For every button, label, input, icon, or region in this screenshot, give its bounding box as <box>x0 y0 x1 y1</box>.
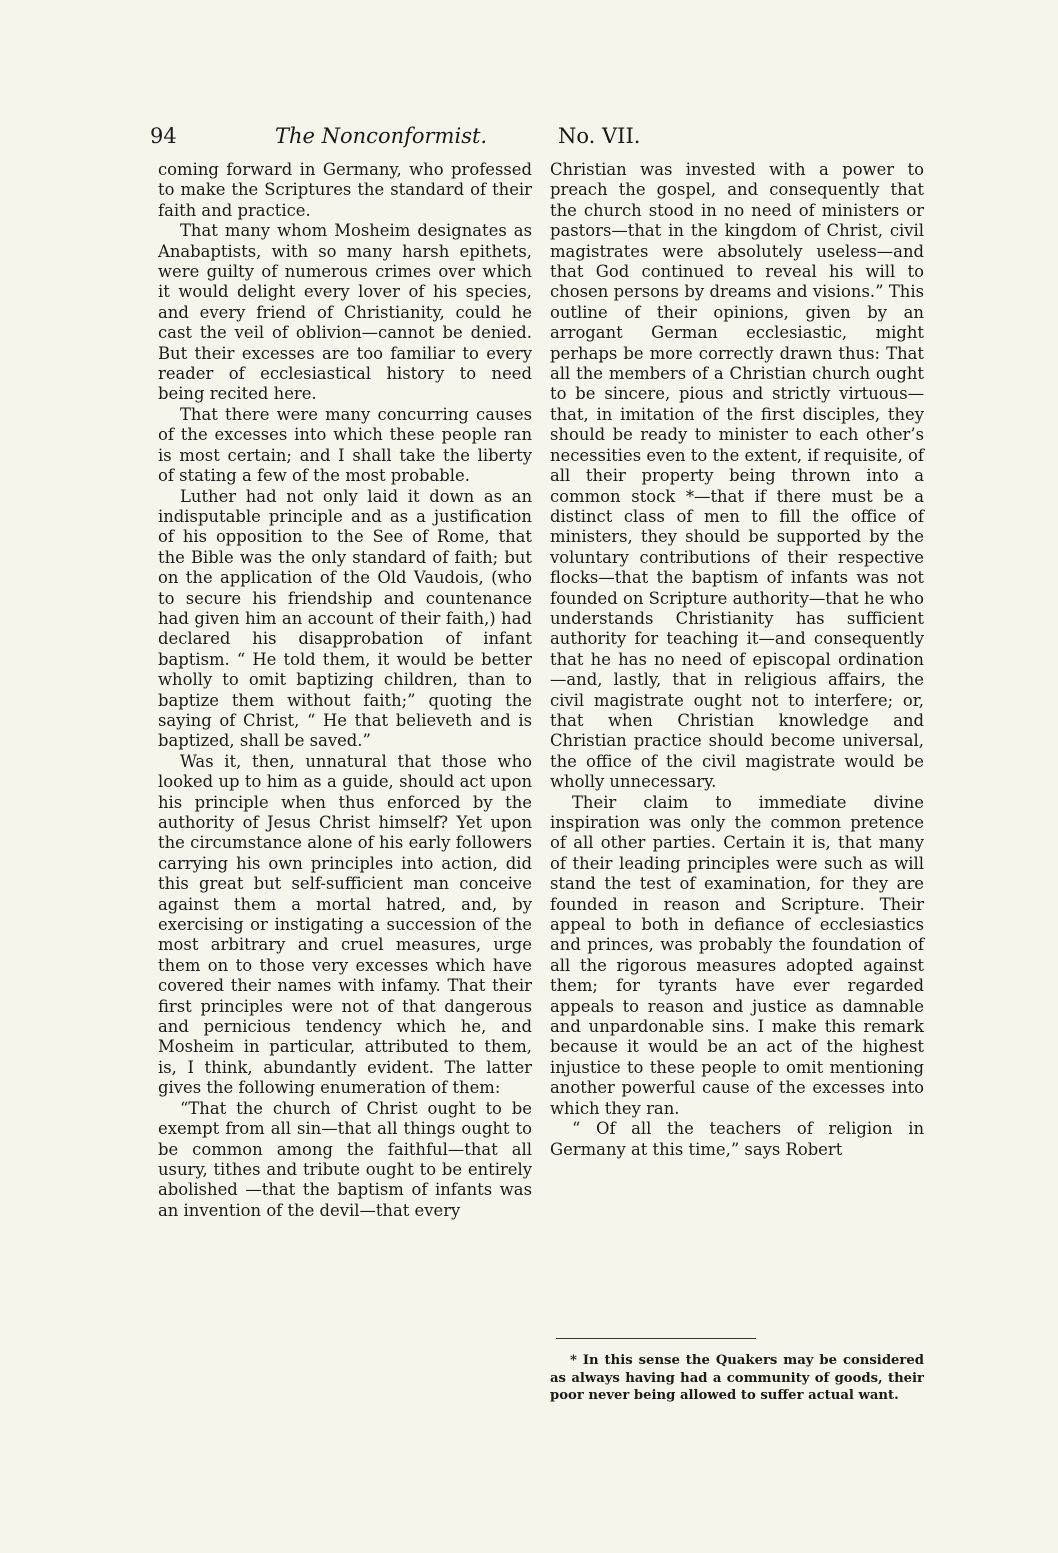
paragraph: “ Of all the teachers of religion in Germany at this time,” says Robert <box>550 1119 924 1159</box>
paragraph: That many whom Mosheim designates as Anabaptists, with so many harsh epithets, were guilty of numerous crimes over which it would delight every lover of his species, and every friend of Christianity, could he cast the veil of oblivion—cannot be denied. But their excesses are too familiar to every reader of ecclesiastical history to need being recited here. <box>158 221 532 404</box>
issue-number: No. VII. <box>558 124 641 148</box>
footnote-rule <box>556 1338 756 1339</box>
right-column <box>550 160 924 1160</box>
paragraph: Was it, then, unnatural that those who looked up to him as a guide, should act upon his principle when thus enforced by the authority of Jesus Christ himself? Yet upon the circumstance alone of his early followers carrying his own principles into action, did this great but self-sufficient man conceive against them a mortal hatred, and, by exercising or instigating a succession of the most arbitrary and cruel measures, urge them on to those very excesses which have covered their names with infamy. That their first principles were not of that dangerous and pernicious tendency which he, and Mosheim in particular, attributed to them, is, I think, abundantly evident. The latter gives the following enumeration of them: <box>158 751 532 1098</box>
paragraph: Luther had not only laid it down as an indisputable principle and as a justification of his opposition to the See of Rome, that the Bible was the only standard of faith; but on the application of the Old Vaudois, (who to secure his friendship and countenance had given him an account of their faith,) had declared his disapprobation of infant baptism. “ He told them, it would be better wholly to omit baptizing children, than to baptize them without faith;” quoting the saying of Christ, “ He that believeth and is baptized, shall be saved.” <box>158 486 532 751</box>
paragraph: Christian was invested with a power to preach the gospel, and consequently that the church stood in no need of ministers or pastors—that in the kingdom of Christ, civil magistrates were absolutely useless—and that God continued to reveal his will to chosen persons by dreams and visions.” This outline of their opinions, given by an arrogant German ecclesiastic, might perhaps be more correctly drawn thus: That all the members of a Christian church ought to be sincere, pious and strictly virtuous—that, in imitation of the first disciples, they should be ready to minister to each other’s necessities even to the extent, if requisite, of all their property being thrown into a common stock *—that if there must be a distinct class of men to fill the office of ministers, they should be supported by the voluntary contributions of their respective flocks—that the baptism of infants was not founded on Scripture authority—that he who understands Christianity has sufficient authority for teaching it—and consequently that he has no need of episcopal ordination—and, lastly, that in religious affairs, the civil magistrate ought not to interfere; or, that when Christian knowledge and Christian practice should become universal, the office of the civil magistrate would be wholly unnecessary. <box>550 160 924 792</box>
left-column <box>158 160 532 1221</box>
paragraph: “That the church of Christ ought to be exempt from all sin—that all things ought to be common among the faithful—that all usury, tithes and tribute ought to be entirely abolished —that the baptism of infants was an invention of the devil—that every <box>158 1098 532 1220</box>
paragraph: Their claim to immediate divine inspiration was only the common pretence of all other parties. Certain it is, that many of their leading principles were such as will stand the test of examination, for they are founded in reason and Scripture. Their appeal to both in defiance of ecclesiastics and princes, was probably the foundation of all the rigorous measures adopted against them; for tyrants have ever regarded appeals to reason and justice as damnable and unpardonable sins. I make this remark because it would be an act of the highest injustice to these people to omit mentioning another powerful cause of the excesses into which they ran. <box>550 792 924 1118</box>
paragraph: That there were many concurring causes of the excesses into which these people ran is most certain; and I shall take the liberty of stating a few of the most probable. <box>158 404 532 486</box>
page-number: 94 <box>150 124 177 148</box>
running-head <box>150 122 924 150</box>
paragraph: coming forward in Germany, who professed to make the Scriptures the standard of their faith and practice. <box>158 160 532 220</box>
journal-title: The Nonconformist. <box>275 124 488 148</box>
footnote: * In this sense the Quakers may be considered as always having had a community of goods, their poor never being allowed to suffer actual want. <box>550 1353 924 1403</box>
